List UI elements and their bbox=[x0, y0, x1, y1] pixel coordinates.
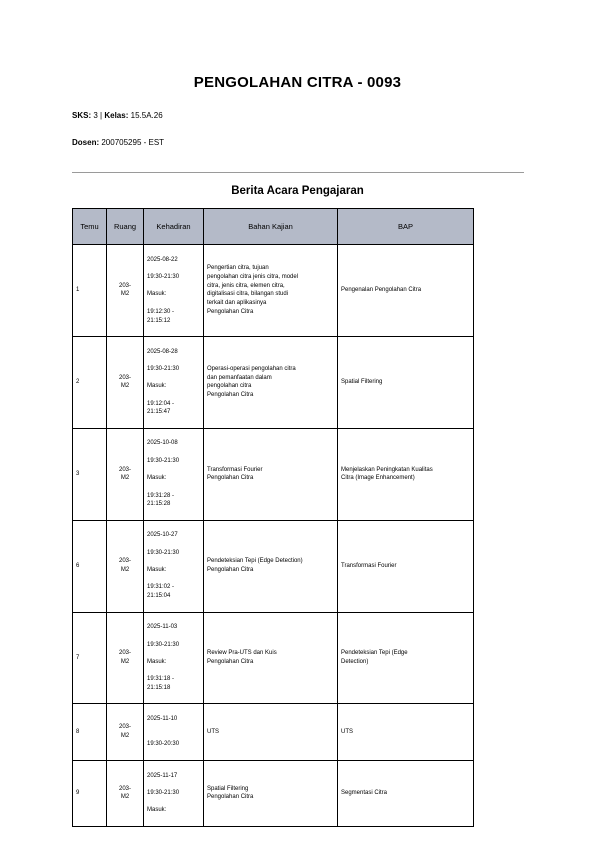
cell-bahan-kajian: Transformasi Fourier Pengolahan Citra bbox=[204, 428, 338, 520]
cell-temu: 9 bbox=[73, 760, 107, 826]
cell-kehadiran bbox=[144, 336, 204, 428]
kehadiran-date: 2025-11-10 bbox=[147, 716, 178, 723]
table-row bbox=[73, 760, 474, 826]
cell-ruang: 203- M2 bbox=[107, 336, 144, 428]
cell-bap: Pendeteksian Tepi (Edge Detection) bbox=[338, 612, 474, 704]
kehadiran-date: 2025-08-22 bbox=[147, 256, 178, 263]
kehadiran-masuk: Masuk: bbox=[147, 383, 167, 390]
dosen-label: Dosen bbox=[72, 138, 97, 147]
cell-temu: 2 bbox=[73, 336, 107, 428]
section-title: Berita Acara Pengajaran bbox=[231, 185, 364, 197]
cell-kehadiran bbox=[144, 428, 204, 520]
cell-ruang: 203- M2 bbox=[107, 520, 144, 612]
separator: | bbox=[100, 111, 103, 120]
kehadiran-date: 2025-11-03 bbox=[147, 624, 178, 631]
page-title: PENGOLAHAN CITRA - 0093 bbox=[193, 74, 402, 91]
kehadiran-range: 19:12:04 - 21:15:47 bbox=[147, 400, 175, 416]
cell-temu: 8 bbox=[73, 704, 107, 760]
table-row bbox=[73, 245, 474, 337]
cell-kehadiran bbox=[144, 245, 204, 337]
divider bbox=[72, 172, 524, 173]
kehadiran-time: 19:30-21:30 bbox=[147, 641, 180, 648]
kehadiran-masuk: Masuk: bbox=[147, 291, 167, 298]
table-row bbox=[73, 704, 474, 760]
cell-ruang: 203- M2 bbox=[107, 704, 144, 760]
header-bahan-kajian: Bahan Kajian bbox=[204, 209, 338, 245]
kehadiran-range: 19:31:02 - 21:15:04 bbox=[147, 584, 175, 600]
kehadiran-masuk: Masuk: bbox=[147, 475, 167, 482]
cell-ruang: 203- M2 bbox=[107, 760, 144, 826]
kehadiran-date: 2025-10-27 bbox=[147, 532, 178, 539]
kelas-value: 15.5A.26 bbox=[130, 111, 163, 120]
cell-kehadiran bbox=[144, 520, 204, 612]
table-row bbox=[73, 428, 474, 520]
kehadiran-range: 19:31:18 - 21:15:18 bbox=[147, 676, 175, 691]
cell-kehadiran bbox=[144, 704, 204, 760]
cell-bahan-kajian: Pendeteksian Tepi (Edge Detection) Pengolahan Citra bbox=[204, 520, 338, 612]
kehadiran-date: 2025-10-08 bbox=[147, 440, 178, 447]
dosen-value: 200705295 - EST bbox=[101, 138, 165, 147]
cell-bahan-kajian: Spatial Filtering Pengolahan Citra bbox=[204, 760, 338, 826]
cell-bahan-kajian: Operasi-operasi pengolahan citra dan pemanfaatan dalam pengolahan citra Pengolahan Citra bbox=[204, 336, 338, 428]
cell-bahan-kajian: Pengertian citra, tujuan pengolahan citra jenis citra, model citra, jenis citra, elemen citra, digitalisasi citra, bilangan studi terkait dan aplikasinya Pengolahan Citra bbox=[204, 245, 338, 337]
cell-ruang: 203- M2 bbox=[107, 428, 144, 520]
kehadiran-range: 19:12:30 - 21:15:12 bbox=[147, 308, 175, 324]
kehadiran-time: 19:30-21:30 bbox=[147, 457, 180, 464]
kehadiran-time: 19:30-21:30 bbox=[147, 789, 180, 796]
kehadiran-masuk: Masuk: bbox=[147, 567, 167, 574]
header-ruang: Ruang bbox=[107, 209, 144, 245]
cell-bap: Spatial Filtering bbox=[338, 336, 474, 428]
table-row bbox=[73, 612, 474, 704]
kehadiran-range: 19:31:28 - 21:15:28 bbox=[147, 492, 175, 508]
cell-temu: 7 bbox=[73, 612, 107, 704]
kehadiran-time: 19:30-21:30 bbox=[147, 365, 180, 372]
header-temu: Temu bbox=[73, 209, 107, 245]
sks-label: SKS bbox=[72, 111, 89, 120]
table-row bbox=[73, 520, 474, 612]
header-kehadiran: Kehadiran bbox=[144, 209, 204, 245]
cell-kehadiran bbox=[144, 760, 204, 826]
kehadiran-time: 19:30-20:30 bbox=[147, 741, 180, 748]
cell-bap: Transformasi Fourier bbox=[338, 520, 474, 612]
kehadiran-time: 19:30-21:30 bbox=[147, 549, 180, 556]
bap-table bbox=[72, 208, 474, 827]
kehadiran-masuk: Masuk: bbox=[147, 807, 167, 814]
sks-value: 3 bbox=[93, 111, 98, 120]
kehadiran-masuk: Masuk: bbox=[147, 658, 167, 665]
cell-temu: 3 bbox=[73, 428, 107, 520]
cell-temu: 6 bbox=[73, 520, 107, 612]
cell-ruang: 203- M2 bbox=[107, 245, 144, 337]
cell-ruang: 203- M2 bbox=[107, 612, 144, 704]
cell-bahan-kajian: UTS bbox=[204, 704, 338, 760]
course-info: SKS: 3 | Kelas: 15.5A.26 bbox=[72, 111, 163, 120]
cell-bahan-kajian: Review Pra-UTS dan Kuis Pengolahan Citra bbox=[204, 612, 338, 704]
kehadiran-time: 19:30-21:30 bbox=[147, 274, 180, 281]
cell-bap: UTS bbox=[338, 704, 474, 760]
cell-bap: Pengenalan Pengolahan Citra bbox=[338, 245, 474, 337]
table-row bbox=[73, 336, 474, 428]
cell-bap: Menjelaskan Peningkatan Kualitas Citra (Image Enhancement) bbox=[338, 428, 474, 520]
lecturer-info: Dosen: 200705295 - EST bbox=[72, 138, 165, 147]
cell-temu: 1 bbox=[73, 245, 107, 337]
cell-kehadiran bbox=[144, 612, 204, 704]
kelas-label: Kelas bbox=[104, 111, 126, 120]
kehadiran-date: 2025-08-28 bbox=[147, 348, 178, 355]
table-header-row bbox=[73, 209, 474, 245]
cell-bap: Segmentasi Citra bbox=[338, 760, 474, 826]
kehadiran-date: 2025-11-17 bbox=[147, 772, 178, 779]
header-bap: BAP bbox=[338, 209, 474, 245]
